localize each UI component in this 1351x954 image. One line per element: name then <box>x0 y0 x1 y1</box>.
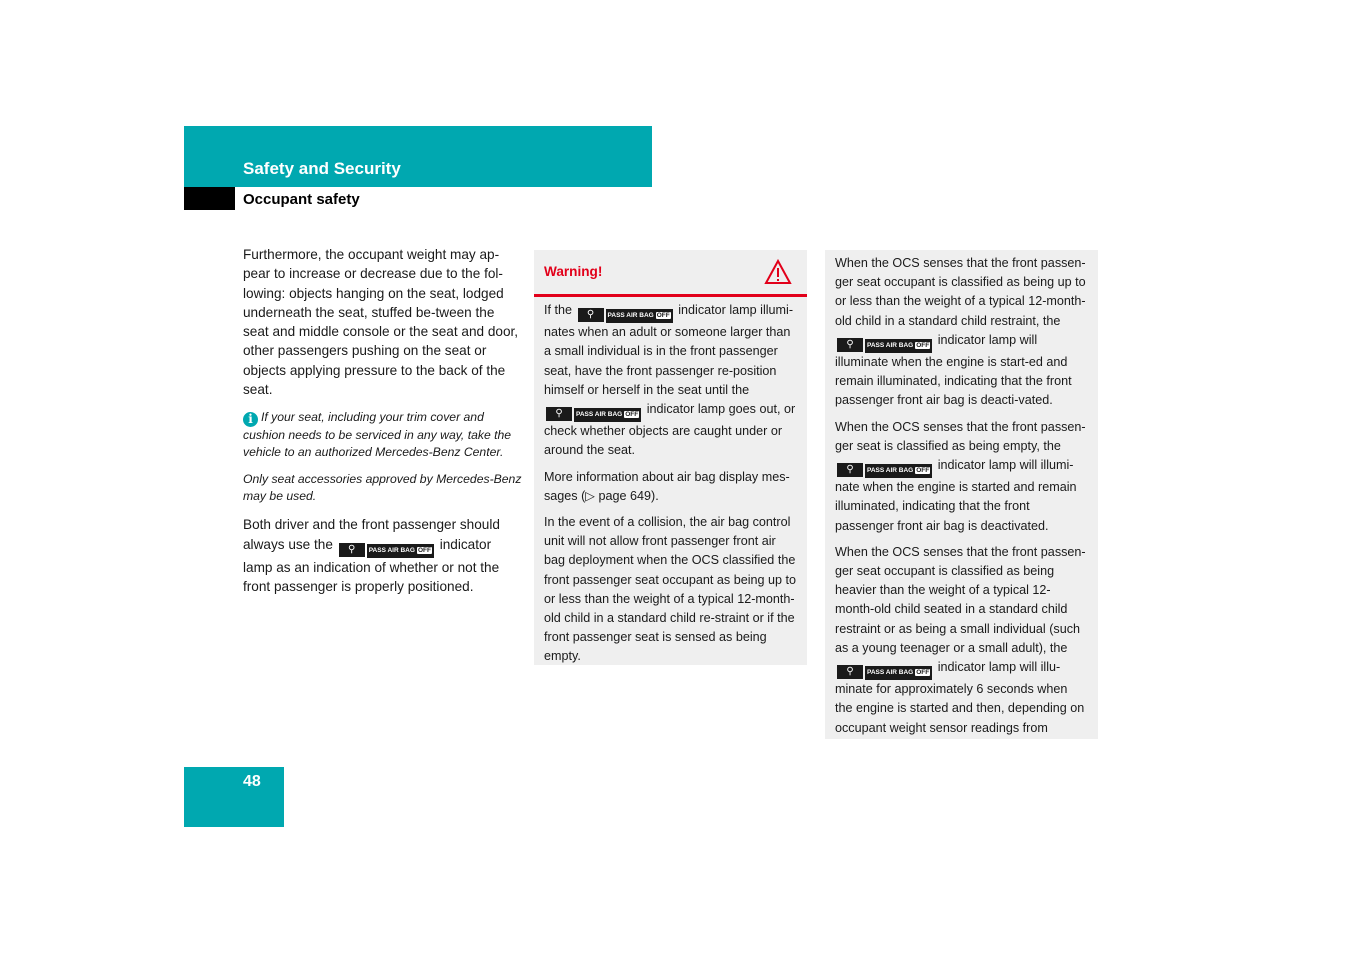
indicator-label <box>865 339 932 353</box>
text: indicator lamp goes out, or check whether objects are caught under or around the seat. <box>544 402 796 458</box>
child-seat-icon: ⚲ <box>837 665 863 679</box>
paragraph: More information about air bag display mes-sages (▷ page 649). <box>544 469 790 503</box>
warning-triangle-icon <box>764 259 792 285</box>
airbag-off-indicator-icon <box>546 403 641 422</box>
indicator-label <box>865 464 932 478</box>
paragraph <box>243 515 523 596</box>
child-seat-icon: ⚲ <box>837 338 863 352</box>
airbag-off-indicator-icon <box>837 661 932 680</box>
section-title: Safety and Security <box>243 159 401 178</box>
indicator-off: OFF <box>656 312 670 319</box>
text: If the <box>544 303 573 317</box>
text: indicator lamp will illuminate when the engine is start-ed and remain illuminated, indicating that the front passenger front air bag is deacti-vated. <box>835 332 1072 408</box>
text: indicator lamp as an indication of whether or not the front passenger is properly positioned. <box>243 536 500 594</box>
info-note-text: If your seat, including your trim cover and cushion needs to be serviced in any way, take the vehicle to an authorized Mercedes-Benz Center. <box>243 410 512 460</box>
indicator-off: OFF <box>916 341 930 349</box>
paragraph <box>835 543 1088 738</box>
airbag-off-indicator-icon <box>339 538 434 558</box>
page-number: 48 <box>243 773 261 790</box>
right-column <box>825 250 1098 739</box>
airbag-off-indicator-icon <box>837 334 932 353</box>
indicator-label <box>574 408 641 422</box>
indicator-off: OFF <box>625 411 639 419</box>
child-seat-icon: ⚲ <box>578 308 604 322</box>
indicator-text: PASS AIR BAG <box>867 669 914 677</box>
info-note: Only seat accessories approved by Mercedes-Benz may be used. <box>243 472 522 504</box>
info-note <box>243 409 523 461</box>
indicator-off: OFF <box>916 467 930 475</box>
paragraph <box>835 418 1088 536</box>
text: When the OCS senses that the front passen-ger seat occupant is classified as being heavier than the weight of a typical 12-month-old child seated in a standard child restraint or as being a small individual (such as a young teenager or a small adult), the <box>835 544 1086 655</box>
section-marker <box>184 187 235 210</box>
text: When the OCS senses that the front passen-ger seat is classified as being empty, the <box>835 419 1086 453</box>
indicator-label <box>367 544 434 558</box>
paragraph: Furthermore, the occupant weight may ap-pear to increase or decrease due to the fol-lowing: objects hanging on the seat, lodged underneath the seat, stuffed be-tween the seat and middle console or the seat and door, other passengers pushing on the seat or objects applying pressure to the back of the seat. <box>243 247 519 398</box>
indicator-label <box>606 309 673 323</box>
text: indicator lamp will illu-minate for approximately 6 seconds when the engine is started and then, depending on occupant weight sensor readings from <box>835 660 1085 735</box>
paragraph <box>835 254 1088 411</box>
warning-box <box>534 250 807 665</box>
subsection-title: Occupant safety <box>243 191 360 208</box>
indicator-off: OFF <box>916 669 930 677</box>
text: Both driver and the front passenger should always use the <box>243 517 500 552</box>
text: indicator lamp will illumi-nate when the engine is started and remain illuminated, indicating that the front passenger front air bag is deactivated. <box>835 458 1077 533</box>
indicator-text: PASS AIR BAG <box>607 312 654 319</box>
info-icon: i <box>243 412 258 427</box>
airbag-off-indicator-icon <box>837 459 932 478</box>
child-seat-icon: ⚲ <box>546 407 572 421</box>
warning-header <box>534 250 807 297</box>
child-seat-icon: ⚲ <box>339 543 365 557</box>
indicator-text: PASS AIR BAG <box>576 411 623 419</box>
warning-label: Warning! <box>544 264 603 279</box>
airbag-off-indicator-icon <box>578 304 673 323</box>
child-seat-icon: ⚲ <box>837 463 863 477</box>
indicator-off: OFF <box>417 546 431 554</box>
indicator-text: PASS AIR BAG <box>867 341 914 349</box>
text: When the OCS senses that the front passen-ger seat occupant is classified as being up to or less than the weight of a typical 12-month-old child in a standard child restraint, the <box>835 256 1086 328</box>
left-column <box>243 245 523 606</box>
indicator-text: PASS AIR BAG <box>867 467 914 475</box>
text: indicator lamp illumi-nates when an adult or someone larger than a small individual is in the front passenger seat, have the front passenger re-position himself or herself in the seat until the <box>544 303 794 397</box>
indicator-text: PASS AIR BAG <box>368 546 415 554</box>
page-number-band <box>184 767 284 827</box>
paragraph: In the event of a collision, the air bag control unit will not allow front passenger front air bag deployment when the OCS classified the front passenger seat occupant as being up to or less than the weight of a typical 12-month-old child in a standard child re-straint or if the front passenger seat is sensed as being empty. <box>544 515 797 664</box>
paragraph <box>544 301 797 461</box>
indicator-label <box>865 666 932 680</box>
